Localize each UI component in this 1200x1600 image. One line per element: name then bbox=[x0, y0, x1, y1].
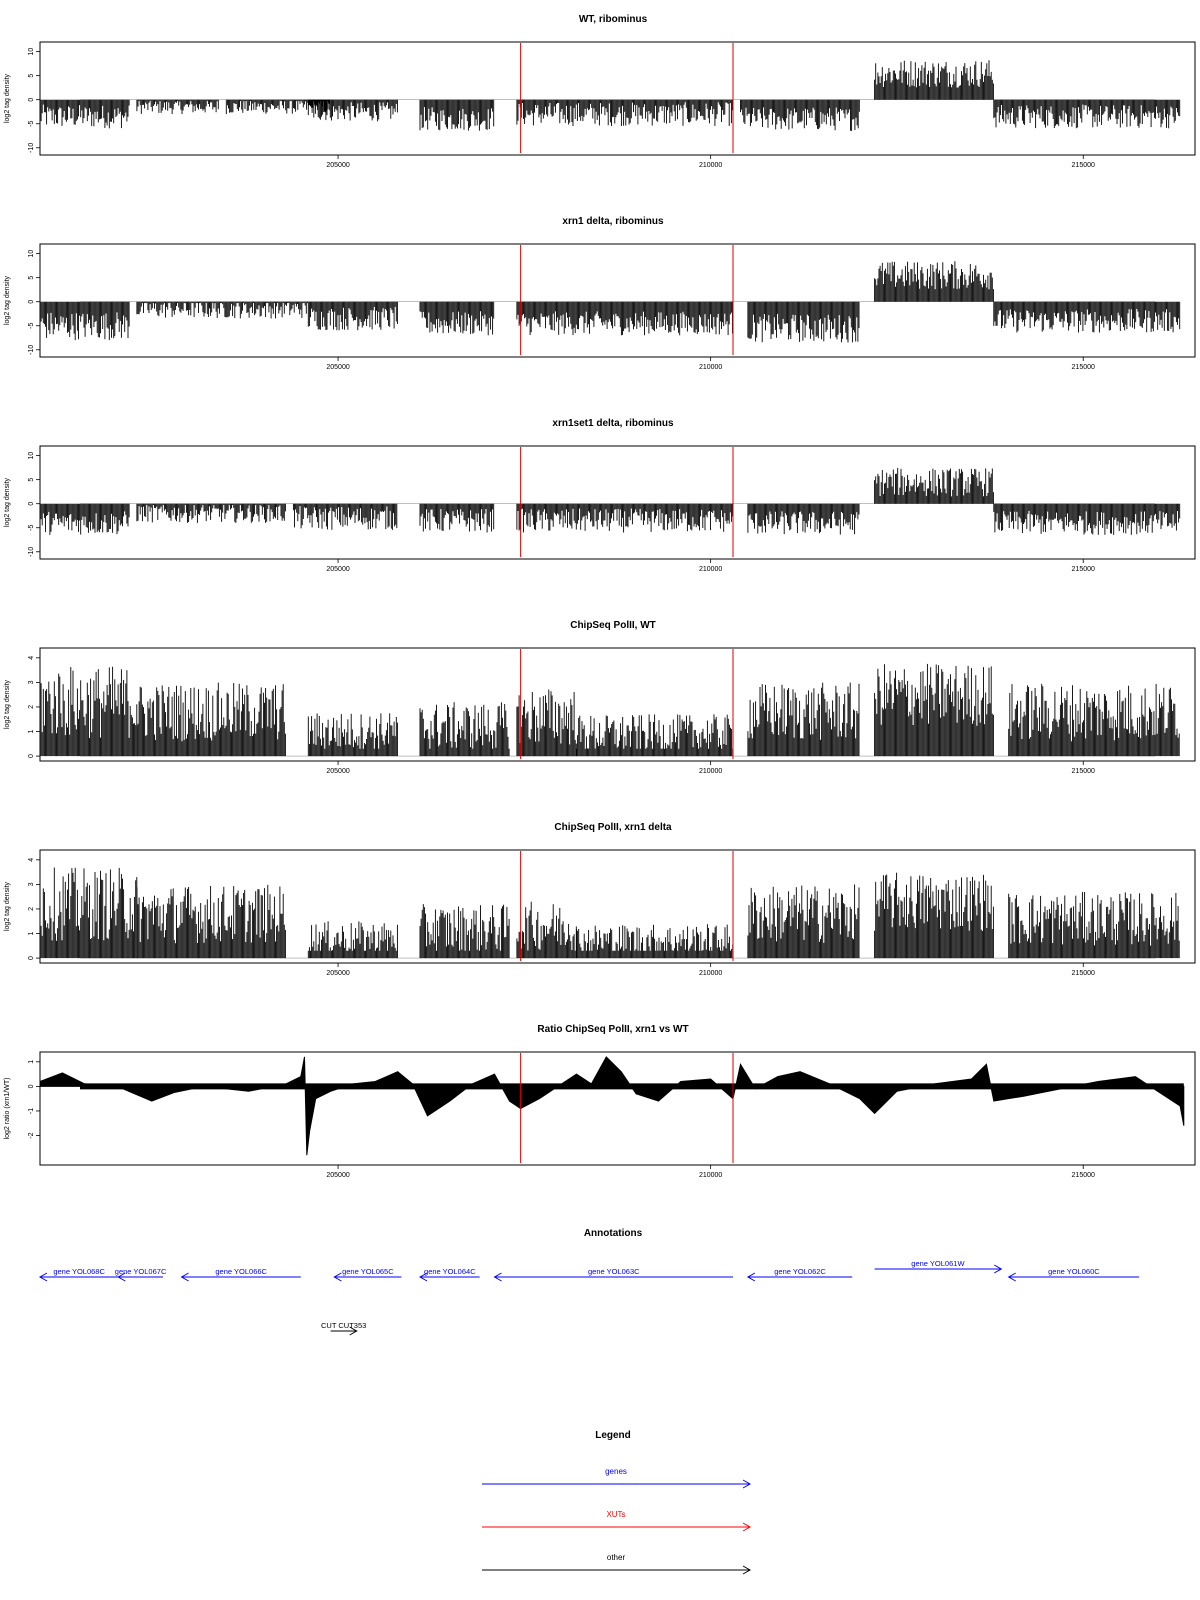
x-tick-label: 205000 bbox=[326, 162, 350, 169]
y-axis bbox=[4, 48, 40, 153]
y-tick-label: 2 bbox=[28, 705, 35, 709]
y-axis-label: log2 tag density bbox=[4, 679, 11, 730]
data-marks bbox=[40, 1057, 1184, 1155]
panel-title: Ratio ChipSeq PolII, xrn1 vs WT bbox=[537, 1024, 689, 1035]
x-axis bbox=[326, 155, 1095, 169]
x-tick-label: 205000 bbox=[326, 970, 350, 977]
x-tick-label: 210000 bbox=[698, 1172, 723, 1179]
panel-title: WT, ribominus bbox=[578, 14, 648, 25]
x-axis bbox=[326, 761, 1095, 775]
plot-frame bbox=[40, 446, 1195, 559]
y-tick-label: -1 bbox=[28, 1107, 35, 1115]
track-panel bbox=[4, 620, 1195, 775]
gene-arrow bbox=[420, 1267, 480, 1281]
y-tick-label: 1 bbox=[28, 729, 35, 734]
y-tick-label: 2 bbox=[28, 907, 35, 911]
y-axis bbox=[4, 858, 40, 960]
gene-arrow bbox=[495, 1267, 733, 1281]
y-tick-label: 3 bbox=[28, 882, 35, 887]
gene-label: gene YOL060C bbox=[1048, 1267, 1100, 1276]
y-tick-label: -2 bbox=[28, 1132, 35, 1139]
y-tick-label: 5 bbox=[28, 73, 35, 78]
plot-frame bbox=[40, 42, 1195, 155]
y-tick-label: 4 bbox=[28, 655, 35, 660]
x-tick-label: 215000 bbox=[1071, 364, 1095, 371]
track-panel bbox=[4, 418, 1195, 573]
y-tick-label: 10 bbox=[28, 47, 35, 56]
panel-title: ChipSeq PolII, xrn1 delta bbox=[554, 822, 672, 833]
data-marks bbox=[40, 868, 1179, 959]
x-tick-label: 215000 bbox=[1071, 162, 1095, 169]
y-tick-label: 0 bbox=[28, 1084, 35, 1089]
data-marks bbox=[40, 468, 1180, 535]
plot-frame bbox=[40, 244, 1195, 357]
y-tick-label: 4 bbox=[28, 857, 35, 862]
gene-arrow bbox=[115, 1267, 167, 1281]
gene-label: gene YOL061W bbox=[911, 1259, 965, 1268]
y-axis-label: log2 ratio (xrn1/WT) bbox=[4, 1077, 11, 1140]
track-panel bbox=[4, 1024, 1195, 1179]
x-tick-label: 215000 bbox=[1071, 566, 1095, 573]
y-axis bbox=[4, 656, 40, 758]
y-tick-label: 0 bbox=[28, 754, 35, 759]
other-label: CUT CUT353 bbox=[321, 1321, 367, 1330]
y-tick-label: 5 bbox=[28, 275, 35, 280]
y-tick-label: 1 bbox=[28, 1059, 35, 1064]
y-tick-label: 5 bbox=[28, 477, 35, 482]
y-tick-label: 0 bbox=[28, 97, 35, 102]
x-tick-label: 205000 bbox=[326, 566, 350, 573]
data-marks bbox=[40, 60, 1180, 131]
gene-label: gene YOL068C bbox=[53, 1267, 105, 1276]
panel-title: xrn1set1 delta, ribominus bbox=[552, 418, 674, 429]
y-tick-label: 0 bbox=[28, 501, 35, 506]
x-tick-label: 215000 bbox=[1071, 768, 1095, 775]
x-tick-label: 210000 bbox=[698, 364, 723, 371]
data-marks bbox=[40, 664, 1179, 756]
x-tick-label: 205000 bbox=[326, 768, 350, 775]
gene-arrow bbox=[1009, 1267, 1139, 1281]
gene-label: gene YOL063C bbox=[587, 1267, 640, 1276]
gene-arrow bbox=[334, 1267, 401, 1281]
annotations-title: Annotations bbox=[583, 1228, 643, 1239]
y-axis bbox=[4, 250, 40, 355]
gene-label: gene YOL067C bbox=[114, 1267, 167, 1276]
x-axis bbox=[326, 963, 1095, 977]
y-tick-label: 3 bbox=[28, 680, 35, 685]
gene-arrow bbox=[748, 1267, 852, 1281]
x-axis bbox=[326, 559, 1095, 573]
y-tick-label: 10 bbox=[28, 451, 35, 460]
x-tick-label: 210000 bbox=[698, 768, 723, 775]
x-tick-label: 205000 bbox=[326, 1172, 350, 1179]
panel-title: xrn1 delta, ribominus bbox=[562, 216, 664, 227]
x-tick-label: 205000 bbox=[326, 364, 350, 371]
gene-arrow bbox=[40, 1267, 118, 1281]
gene-arrow bbox=[875, 1259, 1002, 1273]
y-tick-label: -10 bbox=[28, 546, 35, 557]
track-panel bbox=[4, 14, 1195, 169]
x-tick-label: 210000 bbox=[698, 566, 723, 573]
panel-title: ChipSeq PolII, WT bbox=[570, 620, 656, 631]
x-axis bbox=[326, 1165, 1095, 1179]
y-axis bbox=[4, 1060, 40, 1140]
track-panels bbox=[4, 14, 1195, 1179]
annotation-features bbox=[40, 1259, 1139, 1335]
other-arrow bbox=[321, 1321, 366, 1335]
track-panel bbox=[4, 216, 1195, 371]
y-tick-label: -10 bbox=[28, 142, 35, 153]
annotations-section bbox=[40, 1228, 1139, 1335]
gene-label: gene YOL064C bbox=[424, 1267, 476, 1276]
y-axis-label: log2 tag density bbox=[4, 477, 11, 528]
x-tick-label: 210000 bbox=[698, 970, 723, 977]
ratio-area bbox=[40, 1057, 1184, 1155]
x-tick-label: 210000 bbox=[698, 162, 723, 169]
y-tick-label: -5 bbox=[28, 524, 35, 531]
y-tick-label: 10 bbox=[28, 249, 35, 258]
y-tick-label: 0 bbox=[28, 299, 35, 304]
gene-label: gene YOL062C bbox=[774, 1267, 826, 1276]
x-tick-label: 215000 bbox=[1071, 970, 1095, 977]
x-axis bbox=[326, 357, 1095, 371]
x-tick-label: 215000 bbox=[1071, 1172, 1095, 1179]
y-tick-label: -5 bbox=[28, 322, 35, 329]
y-tick-label: -5 bbox=[28, 120, 35, 127]
data-marks bbox=[40, 261, 1180, 342]
y-axis-label: log2 tag density bbox=[4, 275, 11, 326]
y-tick-label: -10 bbox=[28, 344, 35, 355]
gene-arrow bbox=[182, 1267, 301, 1281]
y-tick-label: 0 bbox=[28, 956, 35, 961]
gene-label: gene YOL066C bbox=[215, 1267, 267, 1276]
y-axis-label: log2 tag density bbox=[4, 881, 11, 932]
y-tick-label: 1 bbox=[28, 931, 35, 936]
y-axis bbox=[4, 452, 40, 557]
gene-label: gene YOL065C bbox=[342, 1267, 394, 1276]
y-axis-label: log2 tag density bbox=[4, 73, 11, 124]
track-panel bbox=[4, 822, 1195, 977]
